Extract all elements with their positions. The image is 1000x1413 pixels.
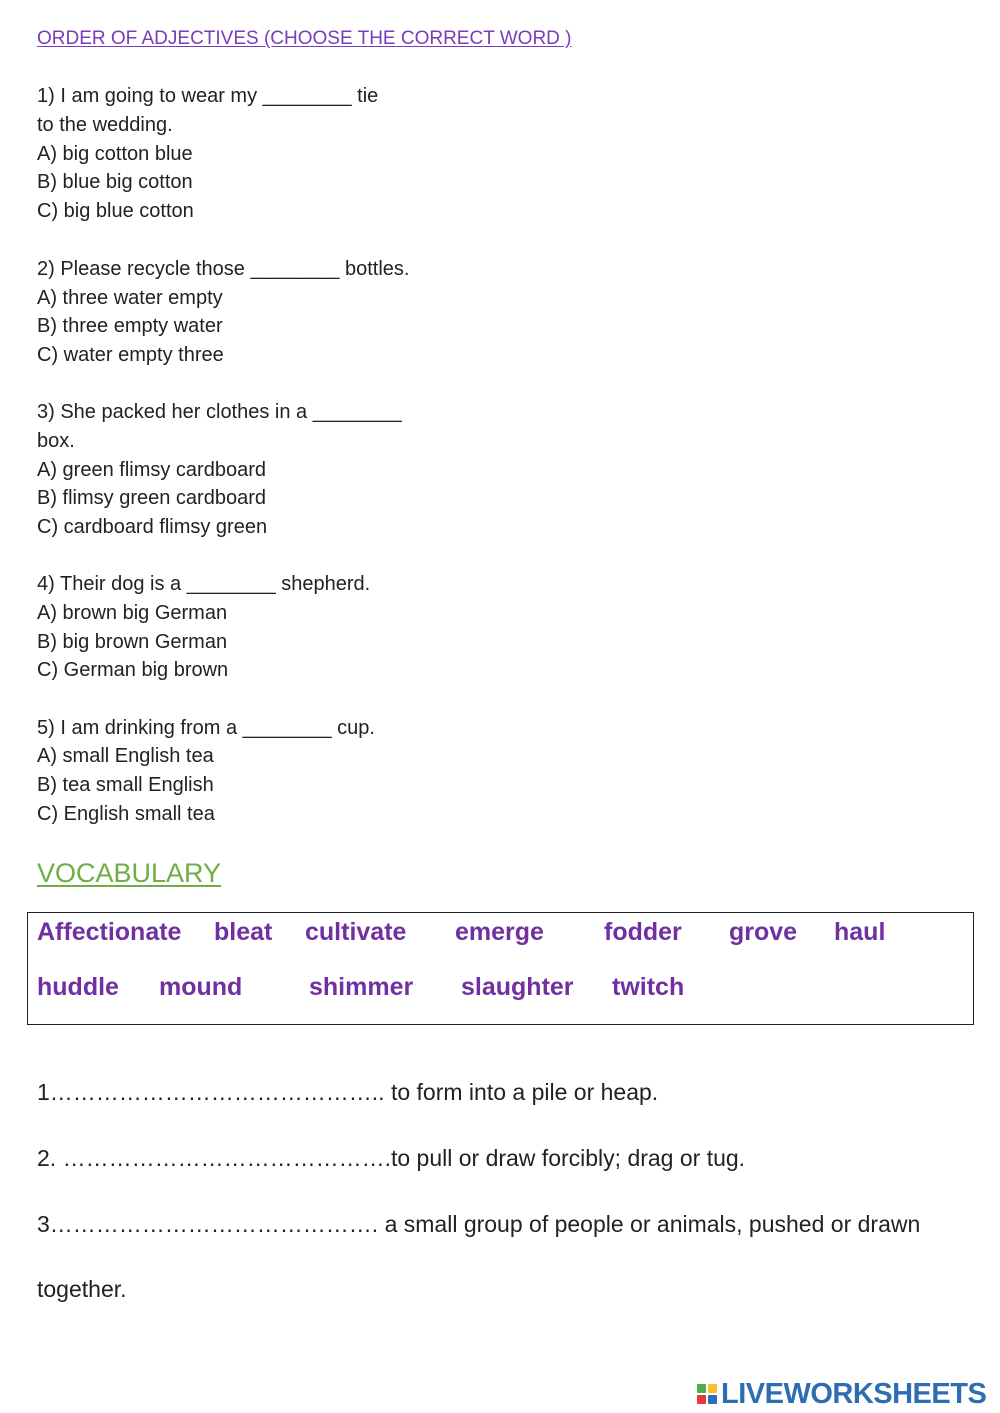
vocabulary-heading: VOCABULARY <box>37 858 222 888</box>
question-5-option-a[interactable]: A) small English tea <box>37 745 214 767</box>
question-3-option-b[interactable]: B) flimsy green cardboard <box>37 487 266 509</box>
question-5-line-1: 5) I am drinking from a ________ cup. <box>37 717 375 739</box>
question-1-line-1: 1) I am going to wear my ________ tie <box>37 85 379 107</box>
vocab-word-affectionate: Affectionate <box>37 918 182 946</box>
vocab-word-huddle: huddle <box>37 973 119 1001</box>
question-4-option-c[interactable]: C) German big brown <box>37 659 229 681</box>
vocabulary-word-box <box>27 912 974 1025</box>
vocab-word-cultivate: cultivate <box>305 918 407 946</box>
question-1-option-b[interactable]: B) blue big cotton <box>37 171 193 193</box>
question-3-option-a[interactable]: A) green flimsy cardboard <box>37 459 266 481</box>
vocab-word-bleat: bleat <box>214 918 273 946</box>
question-3-line-2: box. <box>37 430 75 452</box>
question-4-option-a[interactable]: A) brown big German <box>37 602 228 624</box>
question-3-line-1: 3) She packed her clothes in a ________ <box>37 401 402 423</box>
vocab-word-haul: haul <box>834 918 886 946</box>
liveworksheets-brand <box>697 1378 986 1410</box>
question-2-option-a[interactable]: A) three water empty <box>37 287 223 309</box>
definition-3: 3……………………………………. a small group of people or animals, pushed or drawn <box>37 1211 921 1237</box>
vocab-word-fodder: fodder <box>604 918 682 946</box>
liveworksheets-logo-icon <box>697 1384 717 1404</box>
question-2-option-c[interactable]: C) water empty three <box>37 344 224 366</box>
question-1-option-c[interactable]: C) big blue cotton <box>37 200 194 222</box>
question-4-line-1: 4) Their dog is a ________ shepherd. <box>37 573 371 595</box>
question-5-option-b[interactable]: B) tea small English <box>37 774 214 796</box>
vocab-word-emerge: emerge <box>455 918 544 946</box>
brand-name: LIVEWORKSHEETS <box>721 1377 987 1410</box>
question-3-option-c[interactable]: C) cardboard flimsy green <box>37 516 268 538</box>
definition-2: 2. …………………………………….to pull or draw forcibly; drag or tug. <box>37 1145 746 1171</box>
question-5-option-c[interactable]: C) English small tea <box>37 803 215 825</box>
vocab-word-twitch: twitch <box>612 973 685 1001</box>
definition-3-continued: together. <box>37 1276 127 1302</box>
question-2-option-b[interactable]: B) three empty water <box>37 315 223 337</box>
question-2-line-1: 2) Please recycle those ________ bottles. <box>37 258 410 280</box>
question-1-line-2: to the wedding. <box>37 114 173 136</box>
vocab-word-slaughter: slaughter <box>461 973 574 1001</box>
question-4-option-b[interactable]: B) big brown German <box>37 631 228 653</box>
vocab-word-grove: grove <box>729 918 798 946</box>
definition-1: 1…………………………………….. to form into a pile or heap. <box>37 1079 659 1105</box>
worksheet-title: ORDER OF ADJECTIVES (CHOOSE THE CORRECT WORD ) <box>37 28 572 49</box>
question-1-option-a[interactable]: A) big cotton blue <box>37 143 193 165</box>
vocab-word-mound: mound <box>159 973 243 1001</box>
vocab-word-shimmer: shimmer <box>309 973 414 1001</box>
